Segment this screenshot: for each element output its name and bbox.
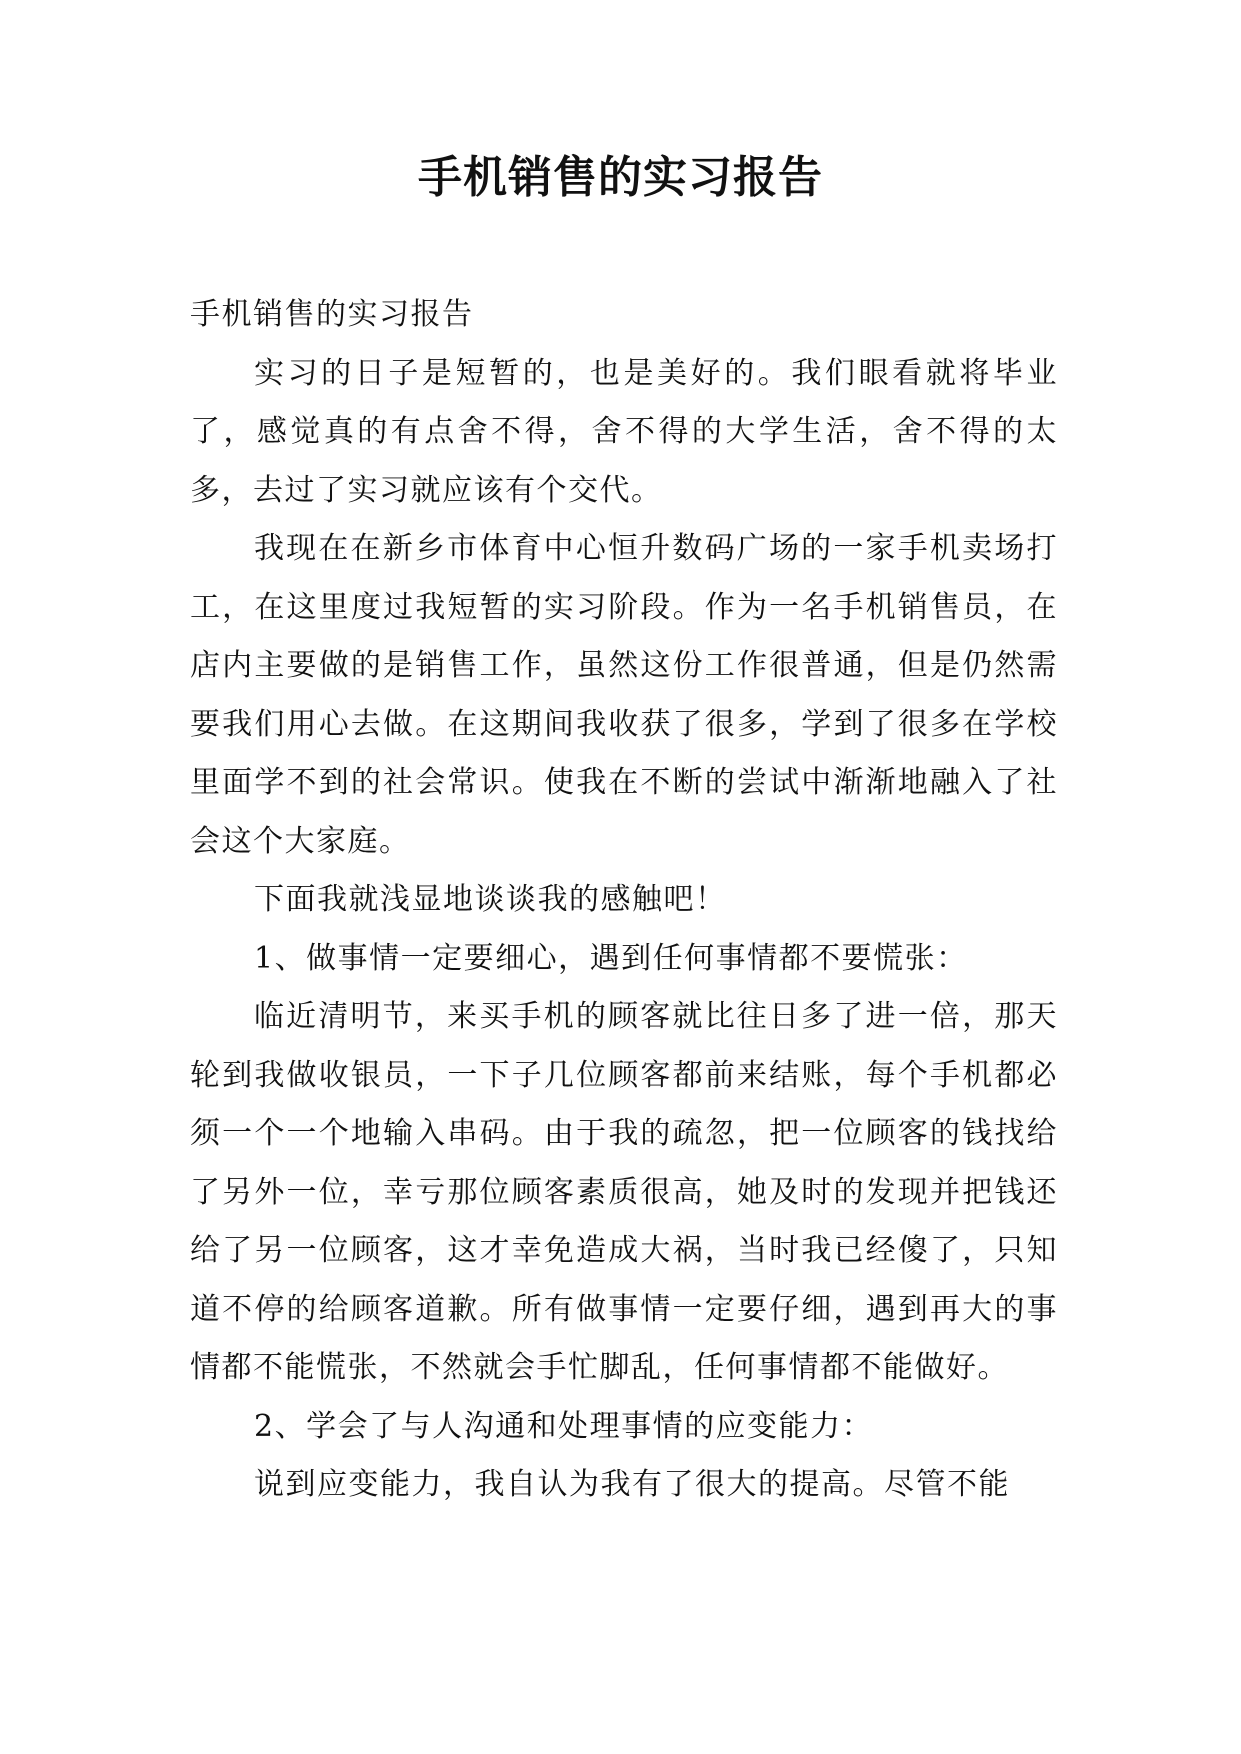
document-title: 手机销售的实习报告 xyxy=(418,152,823,203)
document-body xyxy=(190,286,1058,1515)
paragraph-heading: 手机销售的实习报告 xyxy=(190,297,474,332)
paragraph: 我现在在新乡市体育中心恒升数码广场的一家手机卖场打工，在这里度过我短暂的实习阶段。作为一名手机销售员，在店内主要做的是销售工作，虽然这份工作很普通，但是仍然需要我们用心去做。在这期间我收获了很多，学到了很多在学校里面学不到的社会常识。使我在不断的尝试中渐渐地融入了社会这个大家庭。 xyxy=(190,531,1058,859)
paragraph: 实习的日子是短暂的，也是美好的。我们眼看就将毕业了，感觉真的有点舍不得，舍不得的大学生活，舍不得的太多，去过了实习就应该有个交代。 xyxy=(190,355,1058,508)
section-heading-1: 1、做事情一定要细心，遇到任何事情都不要慌张： xyxy=(254,940,968,976)
section-heading-2: 2、学会了与人沟通和处理事情的应变能力： xyxy=(254,1408,874,1444)
paragraph: 下面我就浅显地谈谈我的感触吧！ xyxy=(254,882,727,917)
paragraph: 临近清明节，来买手机的顾客就比往日多了进一倍，那天轮到我做收银员，一下子几位顾客都前来结账，每个手机都必须一个一个地输入串码。由于我的疏忽，把一位顾客的钱找给了另外一位，幸亏那位顾客素质很高，她及时的发现并把钱还给了另一位顾客，这才幸免造成大祸，当时我已经傻了，只知道不停的给顾客道歉。所有做事情一定要仔细，遇到再大的事情都不能慌张，不然就会手忙脚乱，任何事情都不能做好。 xyxy=(190,999,1058,1385)
paragraph: 说到应变能力，我自认为我有了很大的提高。尽管不能 xyxy=(254,1467,1010,1502)
